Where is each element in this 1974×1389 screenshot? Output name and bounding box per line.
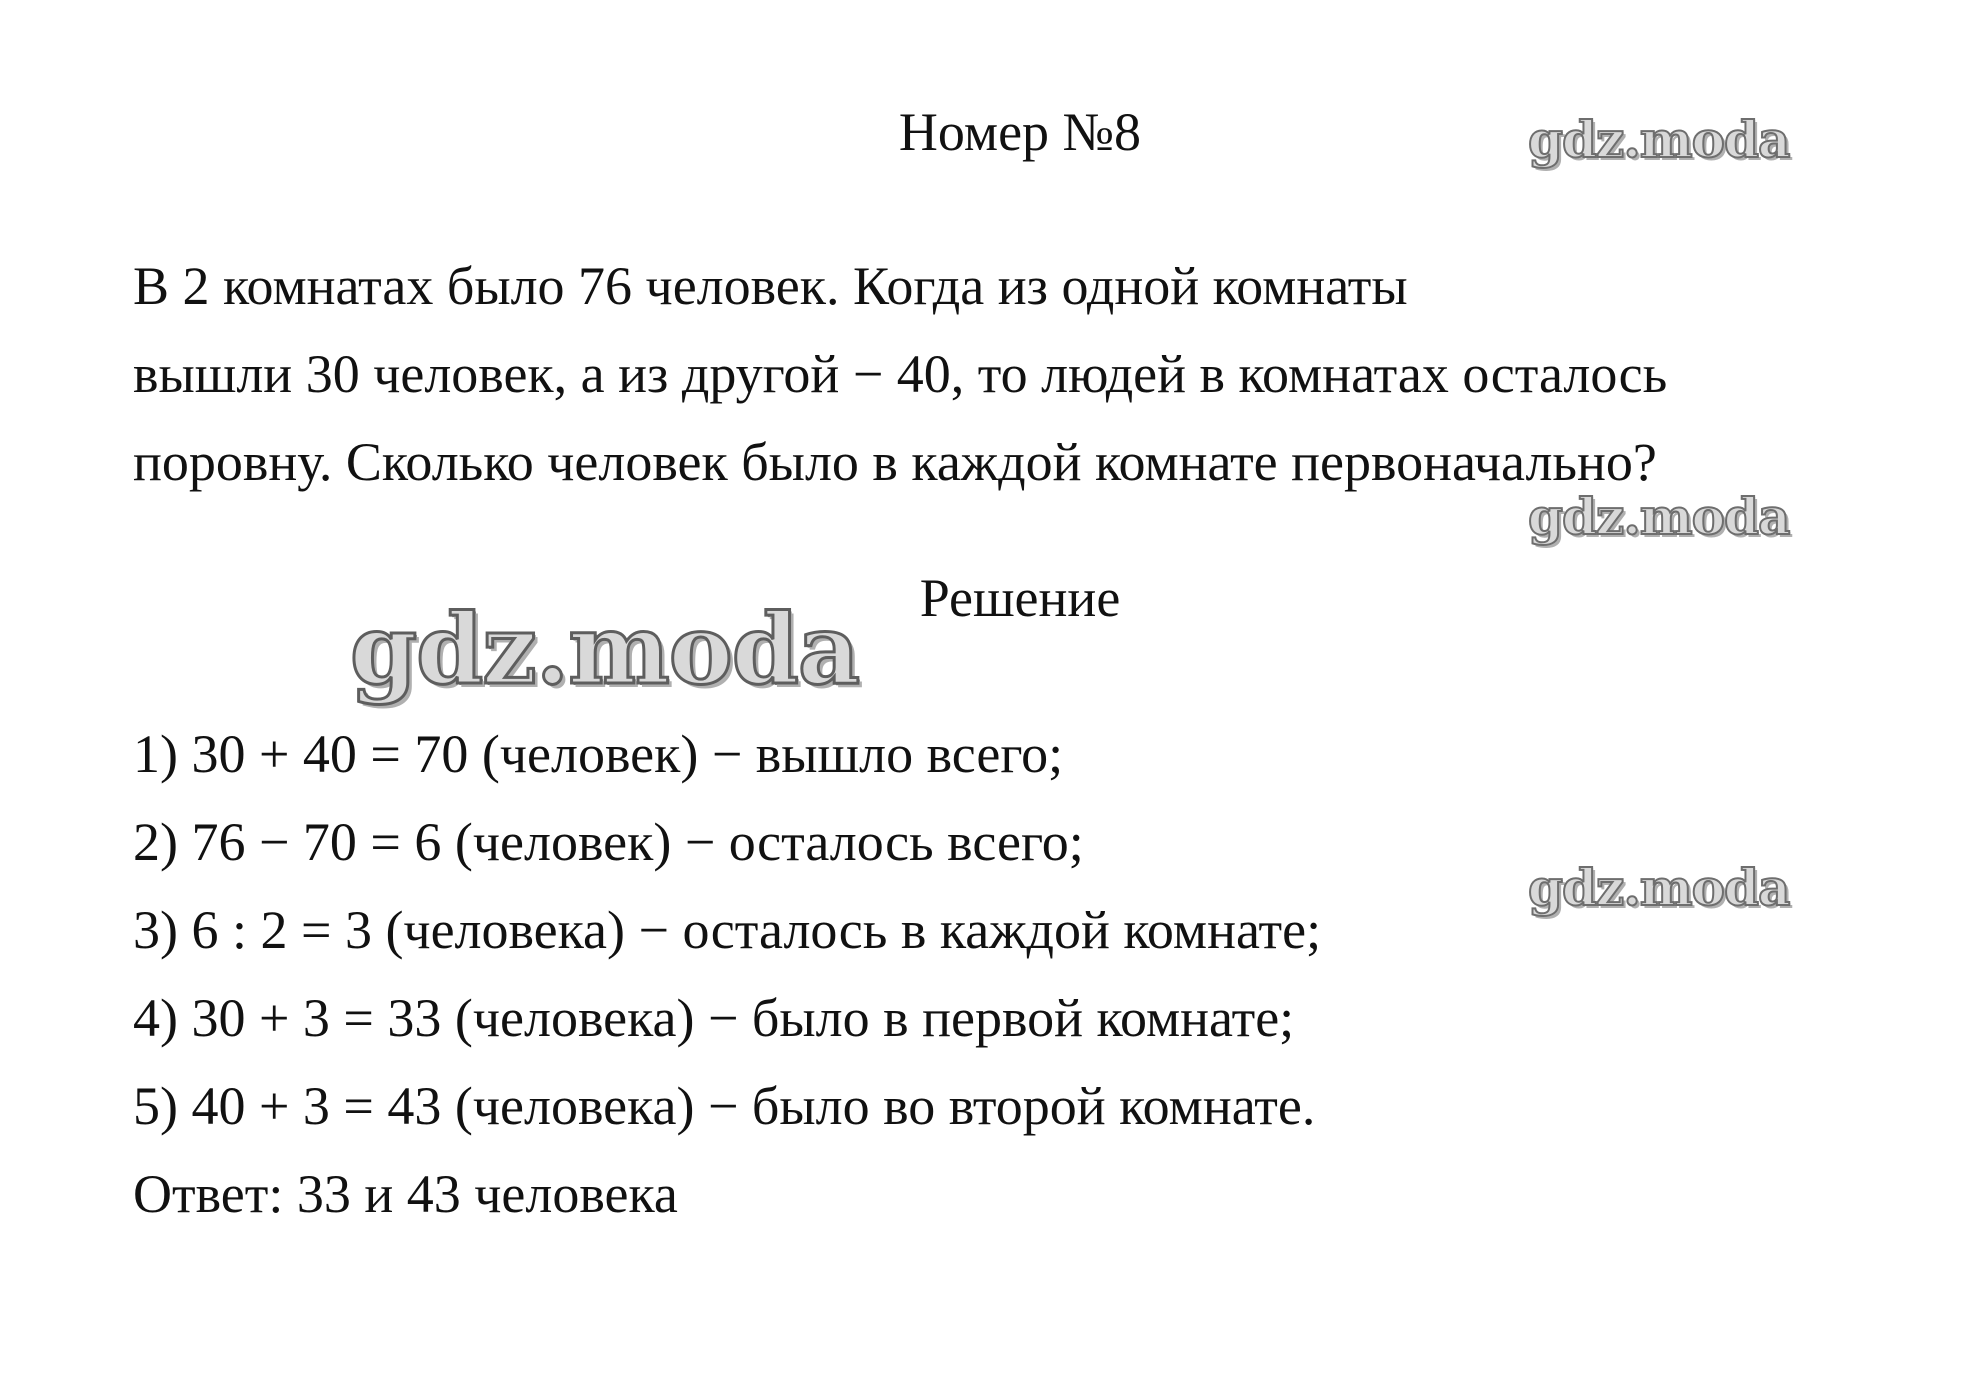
answer-line: Ответ: 33 и 43 человека <box>133 1164 678 1224</box>
solution-step: 1) 30 + 40 = 70 (человек) − вышло всего; <box>133 724 1064 784</box>
problem-line: В 2 комнатах было 76 человек. Когда из одной комнаты <box>133 256 1408 316</box>
problem-text <box>133 242 1933 506</box>
watermark-logo: gdz.moda <box>1528 487 1790 546</box>
problem-line: вышли 30 человек, а из другой − 40, то людей в комнатах осталось <box>133 344 1668 404</box>
solution-step: 3) 6 : 2 = 3 (человека) − осталось в каждой комнате; <box>133 900 1322 960</box>
solution-step: 4) 30 + 3 = 33 (человека) − было в первой комнате; <box>133 988 1295 1048</box>
watermark-logo: gdz.moda <box>1528 110 1790 169</box>
page-title: Номер №8 <box>898 102 1142 162</box>
solution-step: 2) 76 − 70 = 6 (человек) − осталось всего; <box>133 812 1084 872</box>
problem-line: поровну. Сколько человек было в каждой комнате первоначально? <box>133 432 1657 492</box>
solution-steps <box>133 710 1933 1238</box>
solution-step: 5) 40 + 3 = 43 (человека) − было во второй комнате. <box>133 1076 1316 1136</box>
watermark-logo: gdz.moda <box>350 593 860 706</box>
watermark-logo: gdz.moda <box>1528 858 1790 917</box>
solution-heading: Решение <box>919 568 1121 628</box>
